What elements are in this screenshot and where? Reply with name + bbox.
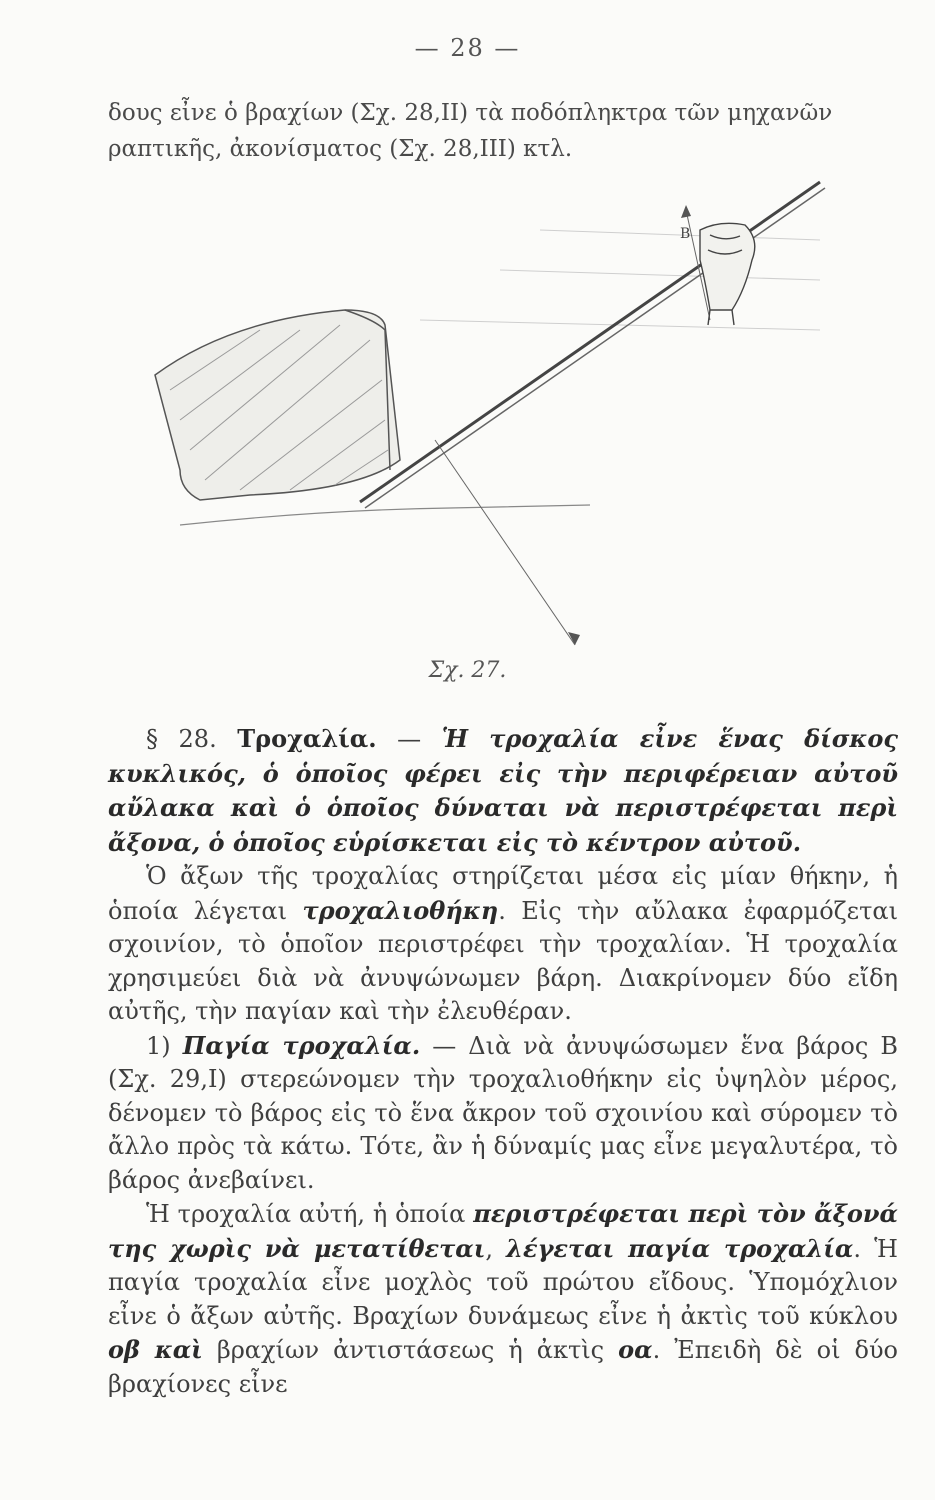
p4-part1: Ἡ τροχαλία αὐτή, ἡ ὁποία bbox=[146, 1200, 474, 1228]
lever-bar bbox=[360, 182, 825, 508]
intro-text bbox=[108, 95, 908, 167]
paragraph-axle bbox=[108, 860, 898, 1029]
page-number: — 28 — bbox=[414, 34, 521, 62]
term-oa: οα bbox=[618, 1335, 653, 1364]
p4-part3: . Ἡ παγία τροχαλία εἶνε μοχλὸς τοῦ πρώτου εἴδους. Ὑπομόχλιον εἶνε ὁ ἄξων αὐτῆς. Βραχίων δυνάμεως εἶνε ἡ ἀκτὶς τοῦ κύκλου bbox=[108, 1234, 898, 1330]
p4-part4: βραχίων ἀντιστάσεως ἡ ἀκτὶς bbox=[202, 1336, 619, 1364]
intro-line-2: ραπτικῆς, ἀκονίσματος (Σχ. 28,III) κτλ. bbox=[108, 136, 573, 162]
section-number: § 28. bbox=[146, 725, 217, 753]
weight-line bbox=[435, 440, 575, 645]
weight-arrow-icon bbox=[568, 632, 580, 645]
ground-line bbox=[180, 505, 590, 525]
force-arrow-icon bbox=[681, 205, 691, 218]
term-ob: οβ καὶ bbox=[108, 1335, 203, 1364]
paragraph-fixed-pulley bbox=[108, 1029, 898, 1198]
term-called-fixed: λέγεται παγία τροχαλία bbox=[506, 1233, 854, 1263]
p4-part5: . Ἐπειδὴ δὲ οἱ δύο βραχίονες εἶνε bbox=[108, 1336, 898, 1398]
section-title: Τροχαλία. bbox=[237, 724, 377, 753]
lever-illustration bbox=[120, 170, 840, 660]
section-dash: — bbox=[376, 725, 442, 753]
p4-part2: , bbox=[485, 1234, 507, 1263]
label-b: B bbox=[680, 226, 691, 242]
intro-line-1: δους εἶνε ὁ βραχίων (Σχ. 28,II) τὰ ποδόπληκτρα τῶν μηχανῶν bbox=[108, 100, 833, 126]
body-text bbox=[108, 722, 898, 1401]
paragraph-fixed-pulley-text: — Διὰ νὰ ἀνυψώσωμεν ἕνα βάρος Β (Σχ. 29,I) στερεώνομεν τὴν τροχαλιοθήκην εἰς ὑψηλὸν μέρος, δένομεν τὸ βάρος εἰς τὸ ἕνα ἄκρον τοῦ σχοινίου καὶ σύρομεν τὸ ἄλλο πρὸς τὰ κάτω. Τότε, ἂν ἡ δύναμίς μας εἶνε μεγαλυτέρα, τὸ βάρος ἀνεβαίνει. bbox=[108, 1031, 898, 1194]
paragraph-lever-relation bbox=[108, 1197, 898, 1401]
background-hatching bbox=[420, 230, 820, 330]
figure-caption: Σχ. 27. bbox=[428, 658, 507, 683]
definition-text: Ἡ τροχαλία εἶνε ἕνας δίσκος κυκλικός, ὁ ὁποῖος φέρει εἰς τὴν περιφέρειαν αὐτοῦ αὔλακα καὶ ὁ ὁποῖος δύναται νὰ περιστρέφεται περὶ ἄξονα, ὁ ὁποῖος εὑρίσκεται εἰς τὸ κέντρον αὐτοῦ. bbox=[108, 724, 898, 857]
section-definition bbox=[108, 722, 898, 860]
term-pulley-housing: τροχαλιοθήκη bbox=[302, 895, 499, 925]
term-rotates: περιστρέφεται περὶ τὸν ἄξονά της χωρὶς νὰ μετατίθεται bbox=[108, 1199, 899, 1263]
paragraph-axle-part1: Ὁ ἄξων τῆς τροχαλίας στηρίζεται μέσα εἰς μίαν θήκην, ἡ ὁποία λέγεται bbox=[108, 862, 898, 925]
stone-block bbox=[155, 310, 400, 500]
term-fixed-pulley: Παγία τροχαλία. bbox=[182, 1030, 421, 1060]
item-number: 1) bbox=[146, 1031, 183, 1060]
paragraph-axle-part2: . Εἰς τὴν αὔλακα ἐφαρμόζεται σχοινίον, τὸ ὁποῖον περιστρέφει τὴν τροχαλίαν. Ἡ τροχαλία χρησιμεύει διὰ νὰ ἀνυψώνωμεν βάρη. Διακρίνομεν δύο εἴδη αὐτῆς, τὴν παγίαν καὶ τὴν ἐλευθέραν. bbox=[108, 896, 898, 1025]
